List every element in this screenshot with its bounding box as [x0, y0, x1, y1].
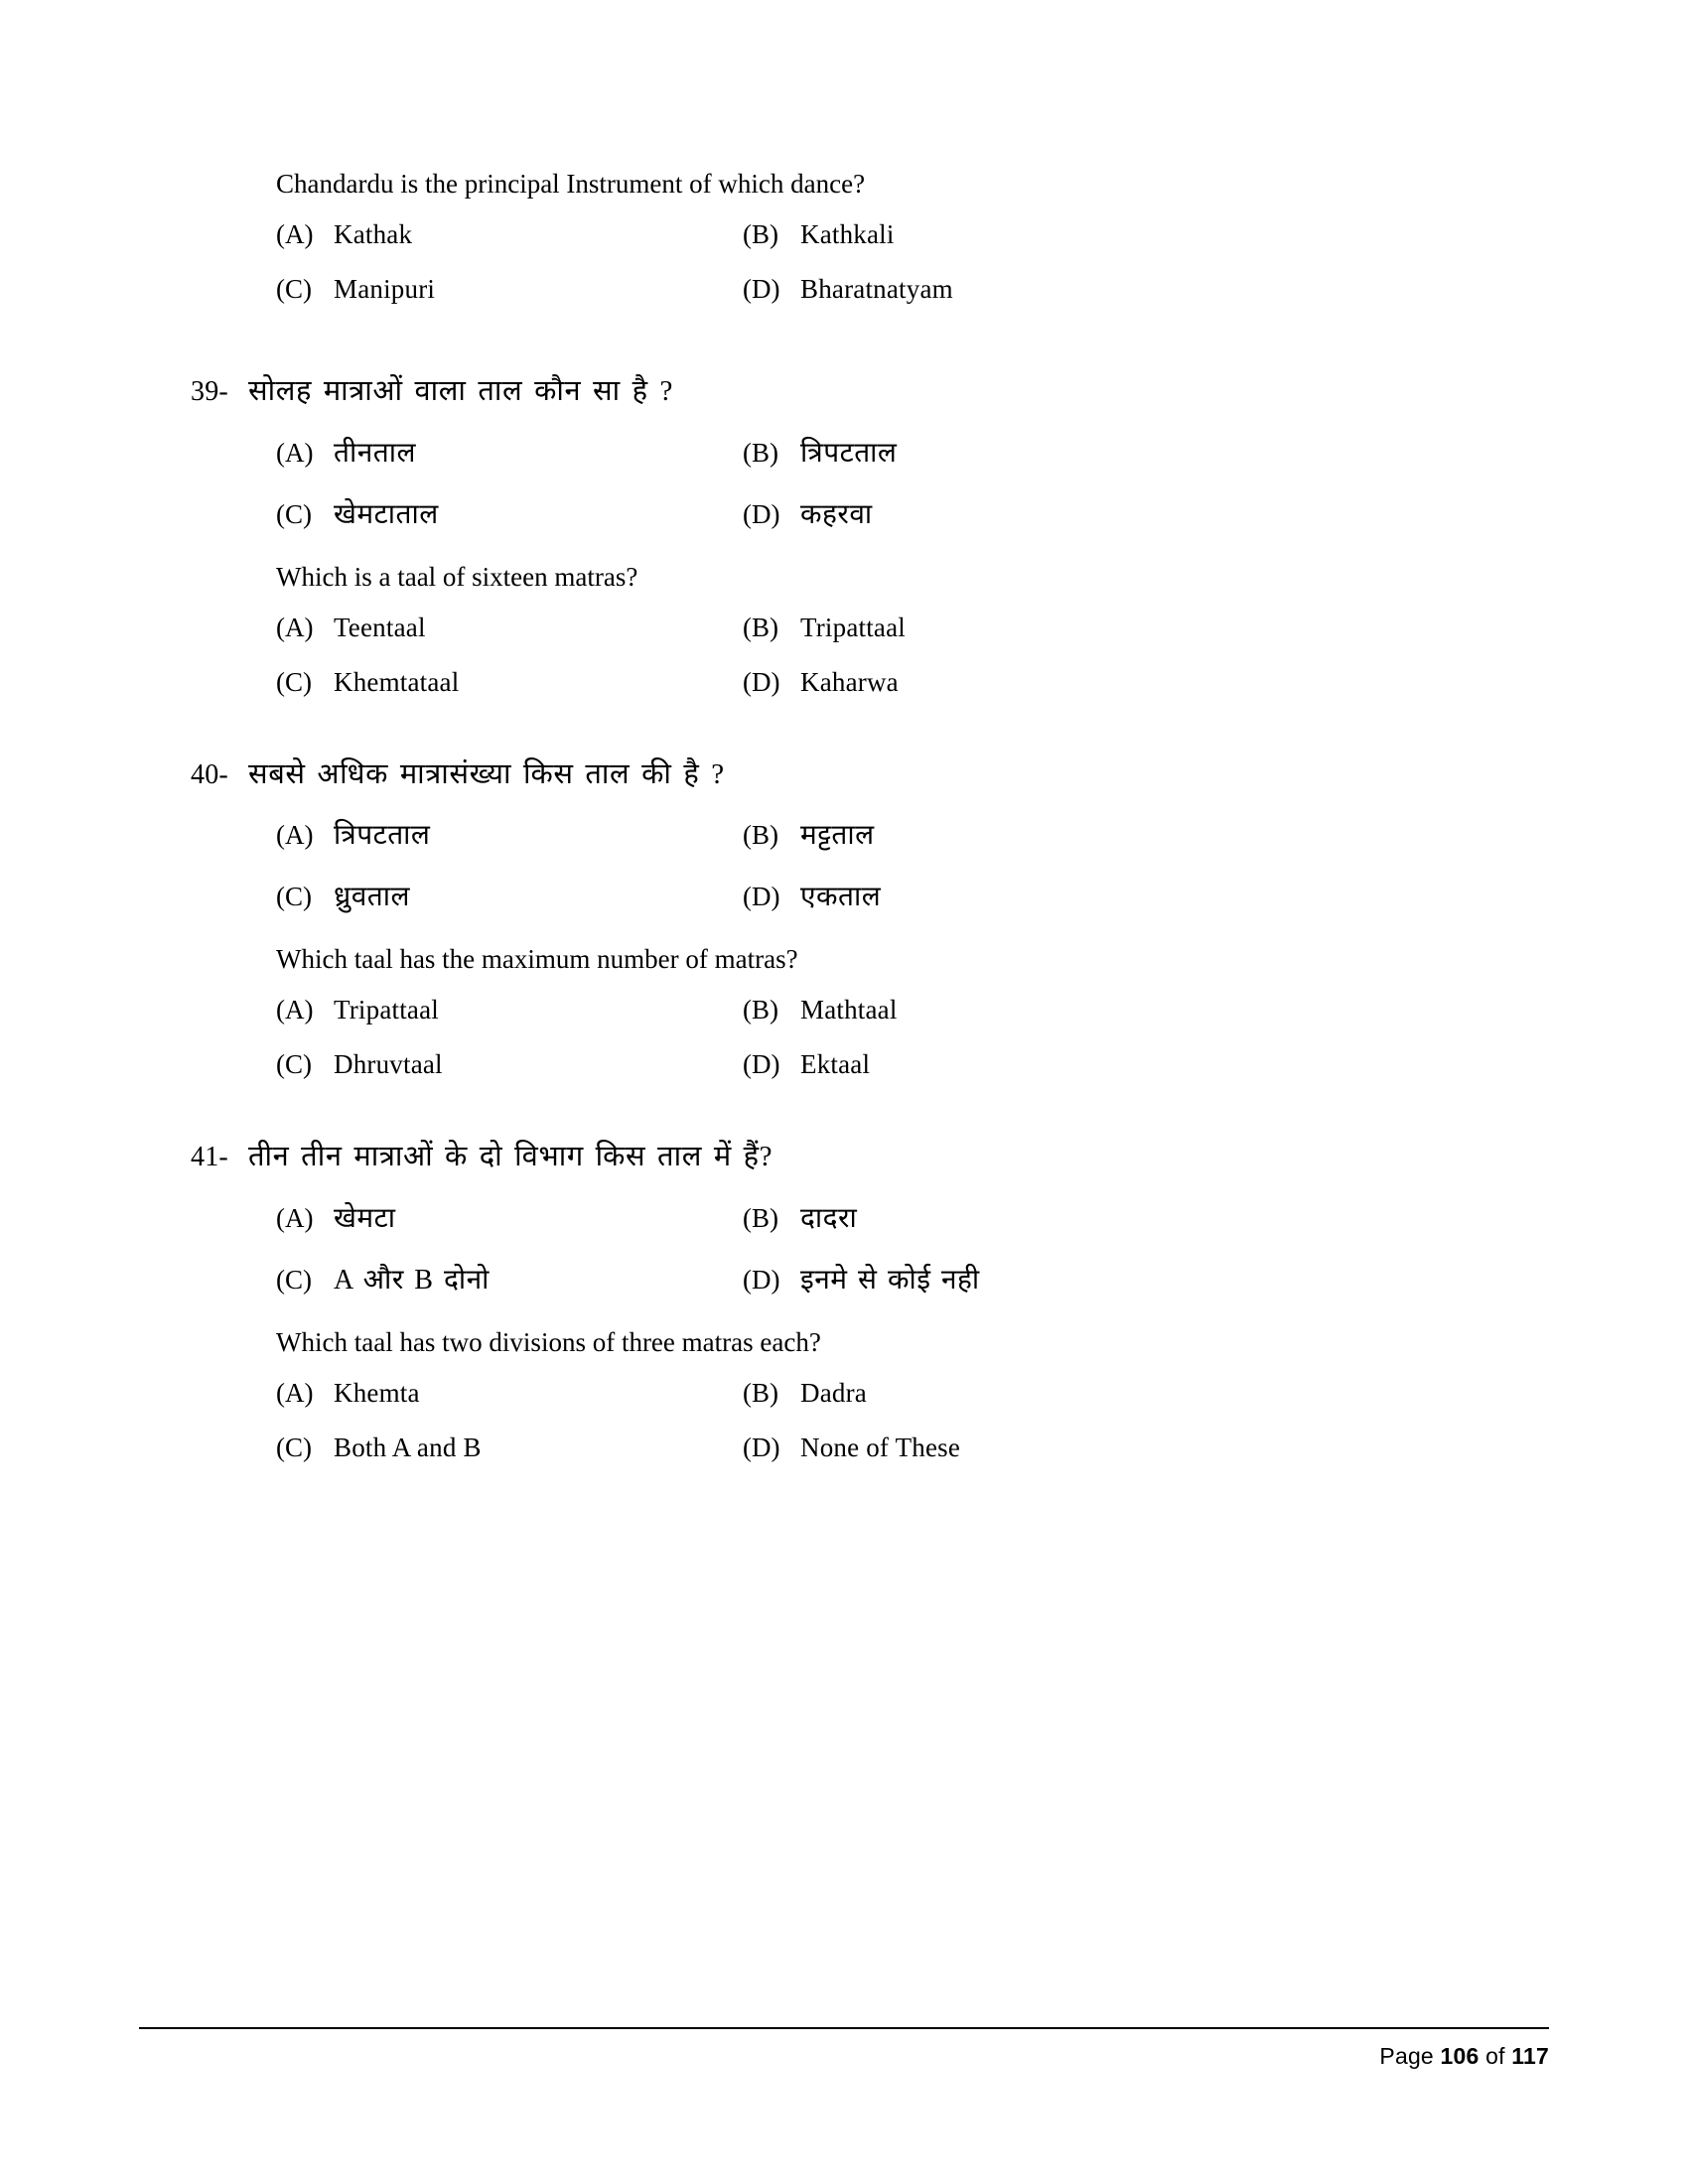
option-c[interactable] — [276, 494, 743, 532]
question-text-hindi: सोलह मात्राओं वाला ताल कौन सा है ? — [248, 375, 673, 407]
options-hindi — [276, 815, 1470, 914]
question-block-41 — [191, 1136, 1470, 1463]
question-block-carryover — [248, 169, 1470, 305]
option-row — [276, 1198, 1470, 1236]
option-label: (B) — [743, 437, 778, 468]
option-text: Ektaal — [800, 1049, 871, 1080]
question-stem-english: Which taal has two divisions of three matras each? — [276, 1326, 821, 1357]
option-text: इनमे से कोई नही — [800, 1264, 980, 1296]
option-b[interactable] — [743, 1198, 1239, 1236]
option-row — [276, 1260, 1470, 1297]
option-b[interactable] — [743, 1378, 1239, 1409]
option-text: Bharatnatyam — [800, 274, 953, 304]
option-c[interactable] — [276, 1260, 743, 1297]
option-b[interactable] — [743, 995, 1239, 1025]
option-text: Teentaal — [334, 612, 426, 642]
option-label: (C) — [276, 1432, 312, 1462]
option-label: (A) — [276, 219, 314, 249]
option-label: (B) — [743, 1202, 778, 1233]
option-text: Tripattaal — [334, 995, 439, 1025]
options-english — [276, 1378, 1470, 1463]
footer-total-pages: 117 — [1511, 2043, 1549, 2069]
options-english — [276, 995, 1470, 1080]
option-text: Kathak — [334, 219, 413, 249]
option-label: (B) — [743, 219, 778, 249]
option-label: (A) — [276, 437, 314, 468]
option-label: (C) — [276, 1049, 312, 1080]
option-b[interactable] — [743, 433, 1239, 471]
option-d[interactable] — [743, 667, 1239, 698]
option-text: खेमटाताल — [334, 498, 439, 530]
option-text: मट्टताल — [800, 820, 875, 852]
option-text: Dhruvtaal — [334, 1049, 443, 1080]
question-text-hindi: सबसे अधिक मात्रासंख्या किस ताल की है ? — [248, 757, 725, 790]
option-a[interactable] — [276, 995, 743, 1025]
option-text: Both A and B — [334, 1432, 482, 1462]
page-footer — [139, 2027, 1549, 2070]
option-d[interactable] — [743, 1433, 1239, 1463]
option-c[interactable] — [276, 1433, 743, 1463]
option-text: कहरवा — [800, 498, 873, 530]
option-label: (D) — [743, 274, 780, 304]
option-c[interactable] — [276, 274, 743, 305]
option-text: Tripattaal — [800, 612, 906, 642]
option-label: (D) — [743, 1049, 780, 1080]
option-label: (C) — [276, 882, 312, 912]
option-text: Dadra — [800, 1377, 867, 1408]
option-row — [276, 667, 1470, 698]
option-c[interactable] — [276, 877, 743, 914]
option-row — [276, 433, 1470, 471]
option-a[interactable] — [276, 219, 743, 250]
options-english — [276, 219, 1470, 305]
option-label: (C) — [276, 666, 312, 697]
option-text: Kathkali — [800, 219, 895, 249]
option-text: Mathtaal — [800, 995, 898, 1025]
option-text: Khemta — [334, 1377, 420, 1408]
option-row — [276, 815, 1470, 853]
option-a[interactable] — [276, 1198, 743, 1236]
option-text: दादरा — [800, 1202, 858, 1234]
option-b[interactable] — [743, 219, 1239, 250]
options-hindi — [276, 433, 1470, 532]
option-text: त्रिपटताल — [334, 820, 431, 852]
option-d[interactable] — [743, 494, 1239, 532]
option-label: (D) — [743, 498, 780, 529]
page-content — [191, 169, 1470, 1463]
option-c[interactable] — [276, 1049, 743, 1080]
question-stem-hindi — [191, 1136, 1470, 1178]
option-text: Khemtataal — [334, 666, 460, 697]
option-row — [276, 274, 1470, 305]
option-label: (A) — [276, 820, 314, 851]
question-stem-english: Which is a taal of sixteen matras? — [276, 561, 638, 592]
option-row — [276, 613, 1470, 643]
option-row — [276, 995, 1470, 1025]
option-label: (C) — [276, 1264, 312, 1295]
option-row — [276, 1378, 1470, 1409]
option-text: खेमटा — [334, 1202, 396, 1234]
option-d[interactable] — [743, 274, 1239, 305]
option-label: (D) — [743, 666, 780, 697]
option-text: Manipuri — [334, 274, 436, 304]
option-label: (D) — [743, 1264, 780, 1295]
option-row — [276, 1049, 1470, 1080]
footer-middle: of — [1485, 2043, 1505, 2069]
option-label: (D) — [743, 1432, 780, 1462]
question-block-39 — [191, 370, 1470, 698]
option-b[interactable] — [743, 815, 1239, 853]
option-label: (B) — [743, 1377, 778, 1408]
option-label: (B) — [743, 820, 778, 851]
option-text: एकताल — [800, 882, 882, 913]
footer-prefix: Page — [1379, 2043, 1434, 2069]
option-row — [276, 1433, 1470, 1463]
option-label: (A) — [276, 1202, 314, 1233]
question-number: 41- — [191, 1142, 228, 1173]
page-number — [139, 2043, 1549, 2070]
option-label: (D) — [743, 882, 780, 912]
option-text: None of These — [800, 1432, 961, 1462]
option-label: (A) — [276, 612, 314, 642]
option-label: (C) — [276, 498, 312, 529]
option-label: (A) — [276, 995, 314, 1025]
option-a[interactable] — [276, 1378, 743, 1409]
option-row — [276, 494, 1470, 532]
option-label: (C) — [276, 274, 312, 304]
question-block-40 — [191, 753, 1470, 1081]
option-c[interactable] — [276, 667, 743, 698]
option-text: ध्रुवताल — [334, 882, 410, 913]
option-b[interactable] — [743, 613, 1239, 643]
option-d[interactable] — [743, 877, 1239, 914]
option-d[interactable] — [743, 1260, 1239, 1297]
option-d[interactable] — [743, 1049, 1239, 1080]
question-stem-english: Chandardu is the principal Instrument of which dance? — [276, 169, 866, 199]
option-text: त्रिपटताल — [800, 437, 898, 469]
question-number: 40- — [191, 758, 228, 790]
question-stem-english: Which taal has the maximum number of matras? — [276, 944, 798, 975]
options-english — [276, 613, 1470, 698]
option-label: (B) — [743, 612, 778, 642]
option-label: (A) — [276, 1377, 314, 1408]
option-a[interactable] — [276, 433, 743, 471]
option-a[interactable] — [276, 613, 743, 643]
footer-current-page: 106 — [1440, 2043, 1479, 2069]
option-text: A और B दोनो — [334, 1264, 490, 1296]
question-stem-hindi — [191, 370, 1470, 413]
option-text: Kaharwa — [800, 666, 899, 697]
question-stem-hindi — [191, 753, 1470, 796]
option-label: (B) — [743, 995, 778, 1025]
option-text: तीनताल — [334, 437, 416, 469]
option-row — [276, 219, 1470, 250]
options-hindi — [276, 1198, 1470, 1297]
question-text-hindi: तीन तीन मात्राओं के दो विभाग किस ताल में हैं? — [248, 1141, 774, 1173]
option-a[interactable] — [276, 815, 743, 853]
option-row — [276, 877, 1470, 914]
footer-divider — [139, 2027, 1549, 2029]
question-number: 39- — [191, 376, 228, 407]
